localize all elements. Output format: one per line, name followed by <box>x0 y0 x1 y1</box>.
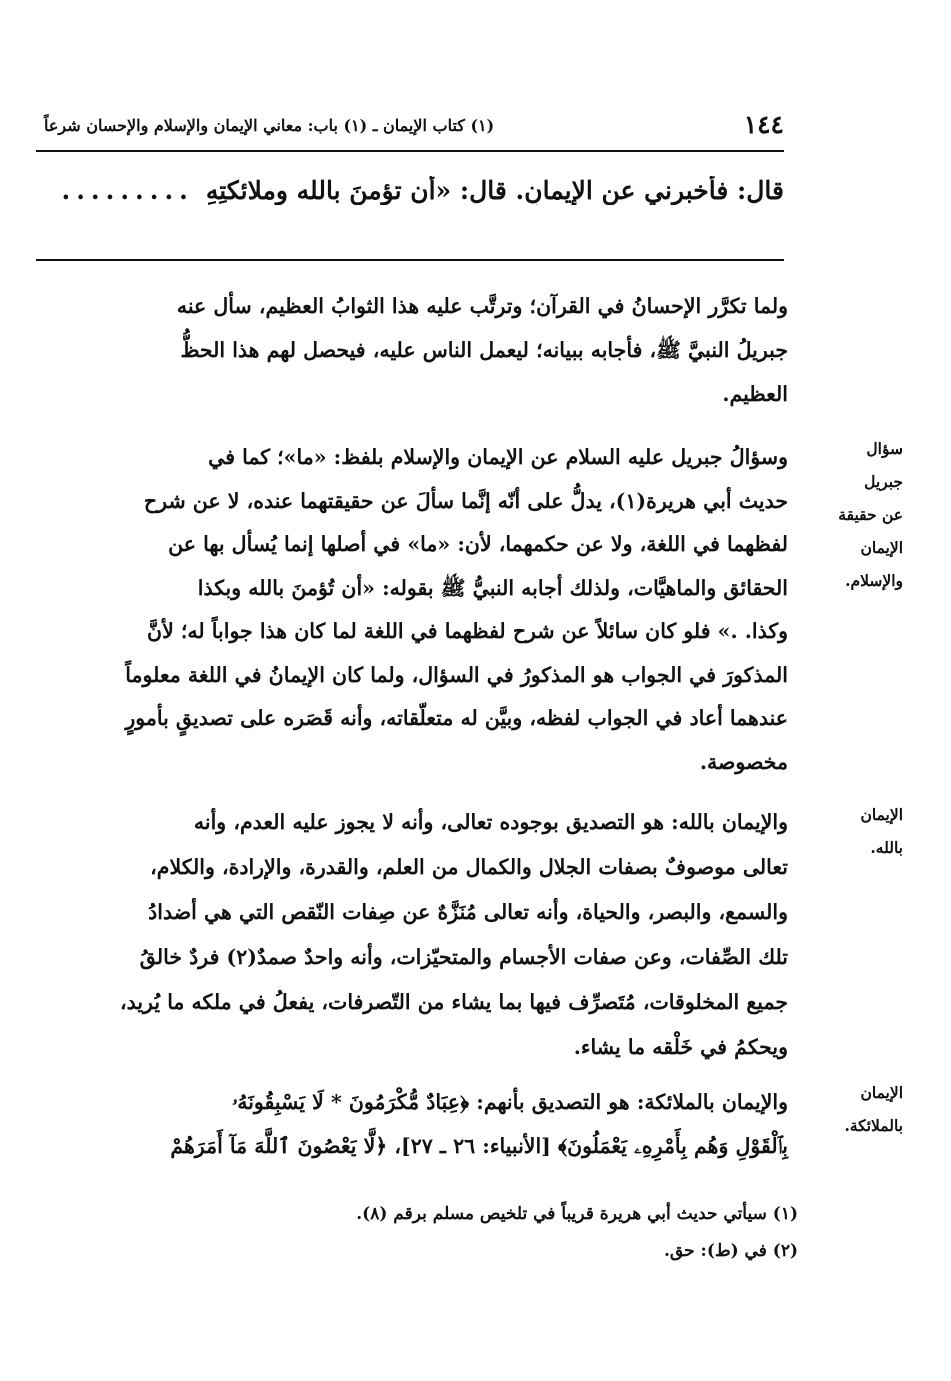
text-line: عندهما أعاد في الجواب لفظه، وبيَّن له متعلّقاته، وأنه قَصَره على تصديقٍ بأمورٍ <box>125 706 788 730</box>
separator-rule <box>36 259 784 261</box>
side-note-line: عن حقيقة <box>838 505 903 524</box>
paragraph-faith-in-angels <box>36 1080 788 1168</box>
text-line: الحقائق والماهيَّات، ولذلك أجابه النبيُّ ﷺ بقوله: «أن تُؤمنَ بالله وبكذا <box>197 575 788 600</box>
text-line: وسؤالُ جبريل عليه السلام عن الإيمان والإسلام بلفظ: «ما»؛ كما في <box>208 445 788 469</box>
text-line: جبريلُ النبيَّ ﷺ، فأجابه ببيانه؛ ليعمل الناس عليه، فيحصل لهم هذا الحظُّ <box>180 338 788 362</box>
text-line: ولما تكرَّر الإحسانُ في القرآن؛ وترتَّب عليه هذا الثوابُ العظيم، سأل عنه <box>176 294 788 318</box>
side-note-line: بالملائكة. <box>844 1116 903 1135</box>
text-line: ويحكمُ في خَلْقه ما يشاء. <box>573 1035 788 1059</box>
side-note-faith-in-allah <box>825 798 903 864</box>
side-note-line: الإيمان <box>860 538 903 557</box>
side-note-line: الإيمان بالله. <box>860 805 903 857</box>
side-note-line: سؤال جبريل <box>864 439 903 491</box>
text-line: بِٱلْقَوْلِ وَهُم بِأَمْرِهِۦ يَعْمَلُونَ﴾ [الأنبياء: ٢٦ ـ ٢٧]، ﴿لَّا يَعْصُونَ ٱللَّهَ مَآ أَمَرَهُمْ <box>170 1134 788 1158</box>
text-line: حديث أبي هريرة(١)، يدلُّ على أنّه إنَّما سألَ عن حقيقتهما عنده، لا عن شرح <box>143 488 788 513</box>
paragraph-faith-in-allah <box>36 800 788 1070</box>
intro-paragraph <box>36 284 788 416</box>
paragraph-gabriel-question <box>36 436 788 784</box>
side-note-faith-in-angels <box>825 1076 903 1142</box>
page-header <box>36 108 784 152</box>
text-line: تعالى موصوفٌ بصفات الجلال والكمال من العلم، والقدرة، والإرادة، والكلام، <box>150 855 788 879</box>
side-note-gabriel-question <box>825 432 903 597</box>
text-line: المذكورَ في الجواب هو المذكورُ في السؤال، ولما كان الإيمانُ في اللغة معلوماً <box>125 662 788 687</box>
running-title: (١) كتاب الإيمان ـ (١) باب: معاني الإيمان والإسلام والإحسان شرعاً <box>44 116 495 135</box>
footnote: (١) سيأتي حديث أبي هريرة قريباً في تلخيص مسلم برقم (٨). <box>356 1204 798 1224</box>
ellipsis-dots: ......... <box>61 176 194 205</box>
text-line: جميع المخلوقات، مُتَصرِّف فيها بما يشاء من التّصرفات، يفعلُ في ملكه ما يُريد، <box>119 990 788 1014</box>
text-line: العظيم. <box>722 382 788 406</box>
text-line: لفظهما في اللغة، ولا عن حكمهما، لأن: «ما» في أصلها إنما يُسأل بها عن <box>168 532 788 556</box>
side-note-line: الإيمان <box>860 1083 903 1102</box>
text-line: والإيمان بالملائكة: هو التصديق بأنهم: ﴿عِبَادٌ مُّكْرَمُونَ * لَا يَسْبِقُونَهُۥ <box>232 1090 788 1114</box>
text-line: والإيمان بالله: هو التصديق بوجوده تعالى، وأنه لا يجوز عليه العدم، وأنه <box>193 810 788 834</box>
footnote: (٢) في (ط): حق. <box>664 1241 798 1261</box>
page-number: ١٤٤ <box>743 110 784 139</box>
text-line: وكذا. .» فلو كان سائلاً عن شرح لفظهما في اللغة لما كان هذا جواباً له؛ لأنَّ <box>147 619 788 643</box>
text-line: والسمع، والبصر، والحياة، وأنه تعالى مُنَزَّهٌ عن صِفات النّقص التي هي أضدادُ <box>148 900 788 924</box>
footnotes <box>250 1196 798 1270</box>
hadith-text-line <box>36 176 784 205</box>
text-line: مخصوصة. <box>699 749 788 774</box>
hadith-text: قال: فأخبرني عن الإيمانِ. قال: «أن تؤمنَ بالله وملائكتِهِ <box>205 176 784 205</box>
text-line: تلك الصِّفات، وعن صفات الأجسام والمتحيّزات، وأنه واحدٌ صمدٌ(٢) فردٌ خالقُ <box>139 945 788 969</box>
side-note-line: والإسلام. <box>845 571 903 590</box>
